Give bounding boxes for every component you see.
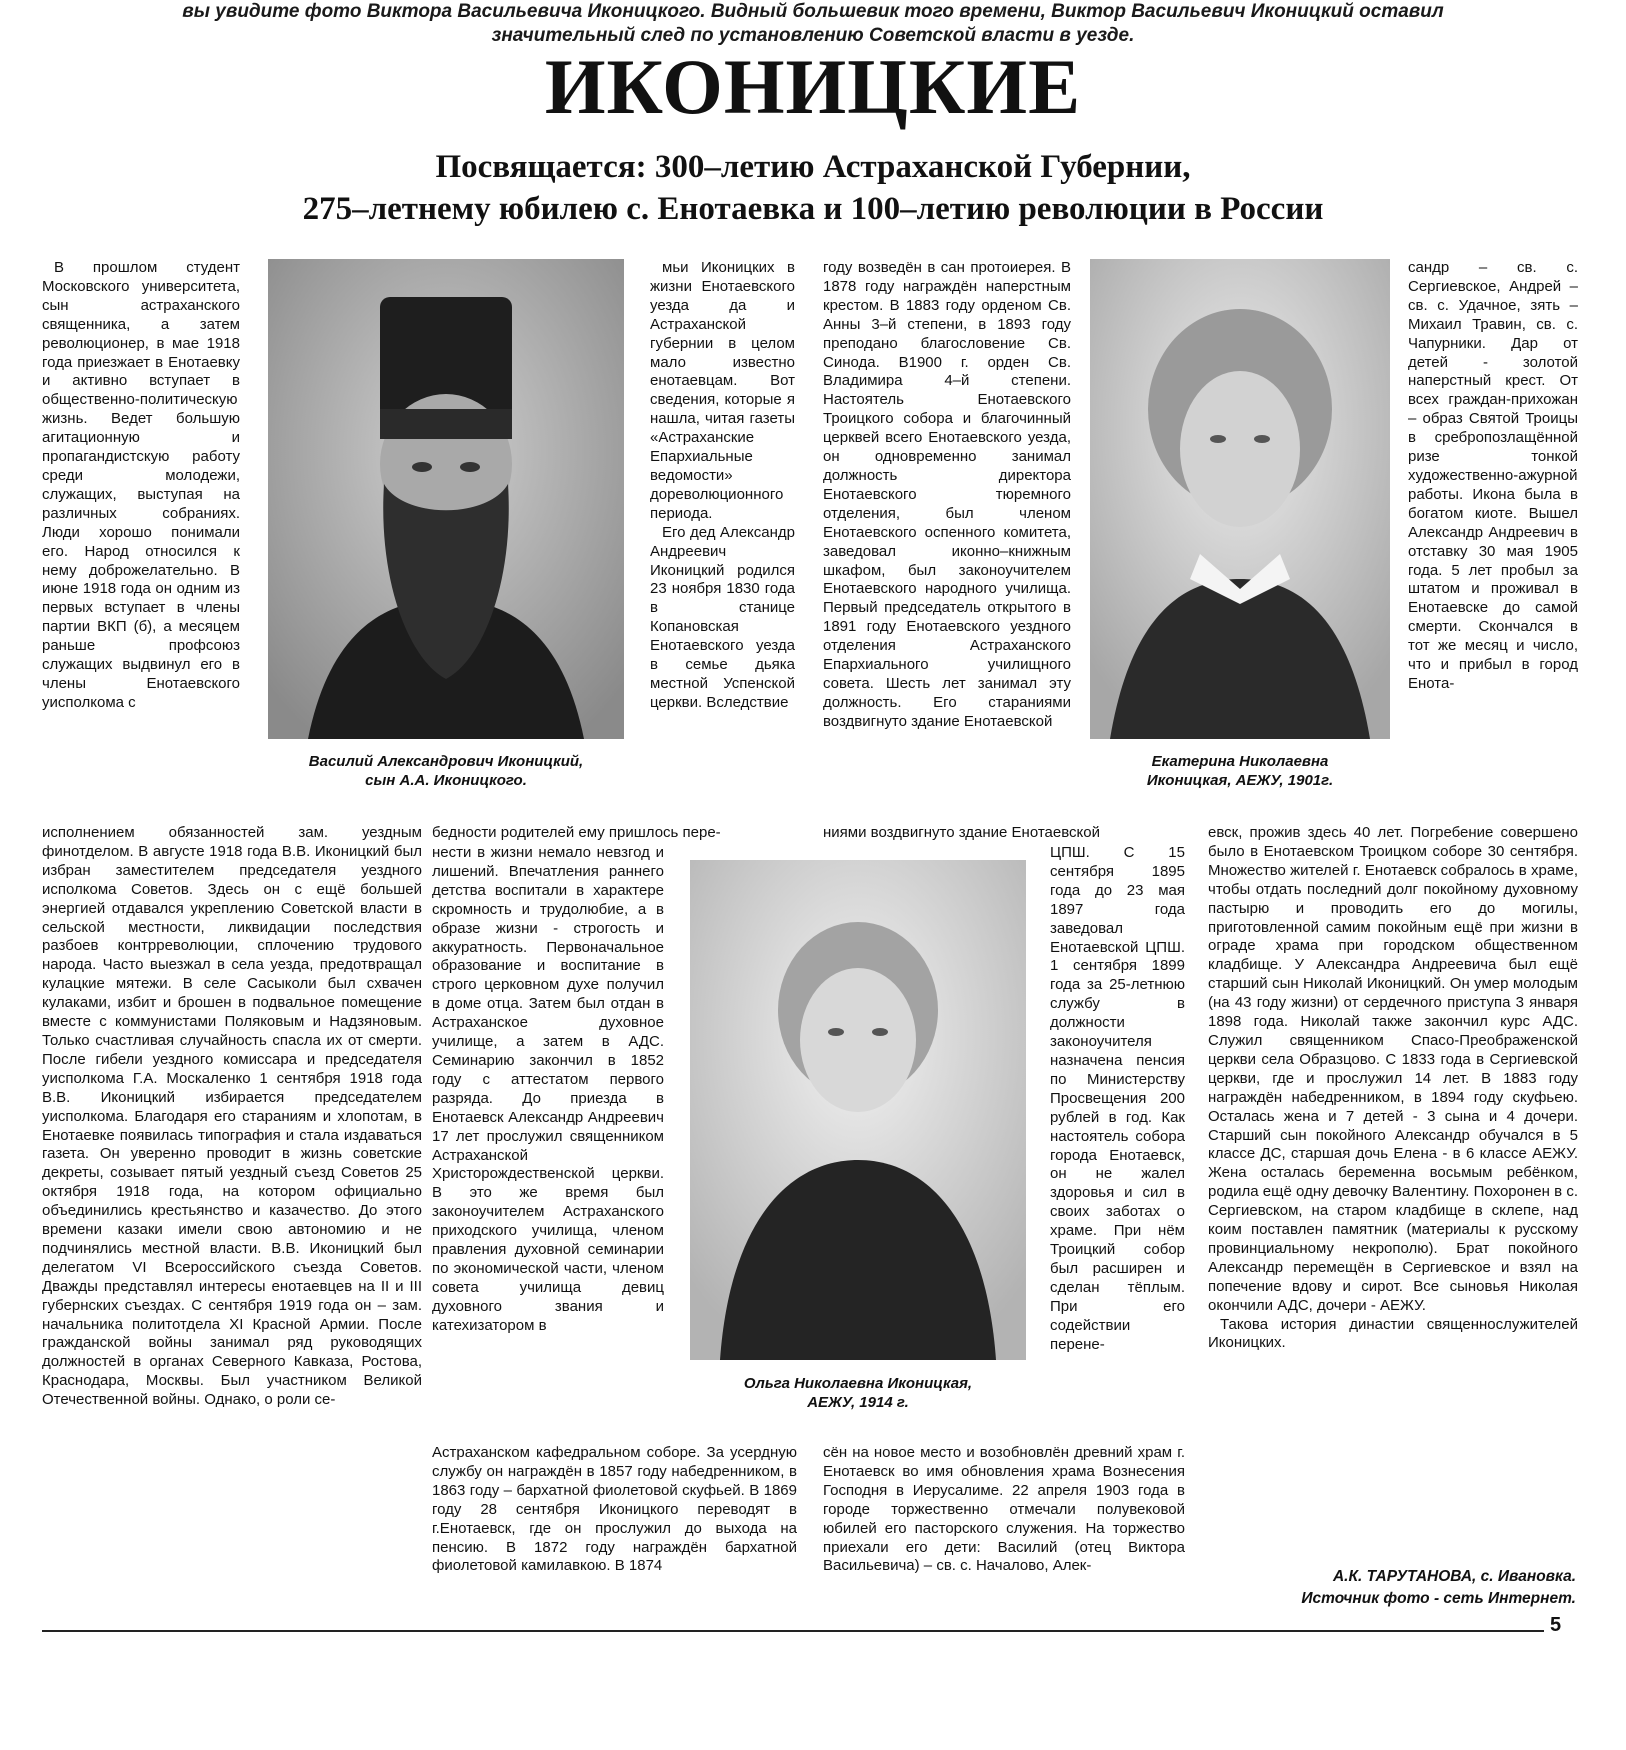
paragraph: нести в жизни немало невзгод и лишений. Впечатления раннего детства воспитали в характере скромность и трудолюбие, а в образе жизни - строгость и аккуратность. Первоначальное образование и воспитание в строго церковном духе получил в доме отца. Затем был отдан в Астраханское духовное училище, а затем в АДС. Семинарию закончил в 1852 году с аттестатом первого разряда. До приезда в Енотаевск Александр Андреевич 17 лет прослужил священником Астраханской Христорождественской церкви. В это же время был законоучителем Астраханского приходского училища, членом правления духовной семинарии по экономической части, членом совета училища девиц духовного звания и катехизатором в	[432, 844, 664, 1334]
paragraph: Такова история династии священнослужителей Иконицких.	[1208, 1315, 1578, 1352]
paragraph: бедности родителей ему пришлось пере-	[432, 824, 721, 841]
paragraph: Астраханском кафедральном соборе. За усердную службу он награждён в 1857 году набедренником, в 1863 году – бархатной фиолетовой скуфьей. В 1869 году 28 сентября Иконицкого переводят в г.Енотаевск, где он прослужил до выхода на пенсию. В 1872 году награждён бархатной фиолетовой камилавкою. В 1874	[432, 1444, 797, 1575]
paragraph: Его дед Александр Андреевич Иконицкий родился 23 ноября 1830 года в станице Копановская Енотаевского уезда в семье дьяка местной Успенской церкви. Вследствие	[650, 523, 795, 711]
text-column-1	[42, 259, 240, 824]
article-title: ИКОНИЦКИЕ	[544, 43, 1082, 130]
photo2-caption-line-1: Екатерина Николаевна	[1151, 753, 1329, 770]
paragraph: ЦПШ. С 15 сентября 1895 года до 23 мая 1897 года заведовал Енотаевской ЦПШ. 1 сентября 1899 года за 25-летнюю службу в должности законоучителя назначена пенсия по Министерству Просвещения 200 рублей в год. Как настоятель собора города Енотаевск, он не жалел здоровья и сил в своих заботах о храме. При нём Троицкий собор был расширен и сделан тёплым. При его содействии перене-	[1050, 844, 1185, 1353]
intro-line-1: вы увидите фото Виктора Васильевича Иконицкого. Видный большевик того времени, Виктор Васильевич Иконицкий оставил	[182, 1, 1444, 22]
author-line: А.К. ТАРУТАНОВА, с. Ивановка.	[1332, 1568, 1576, 1585]
portrait-ekaterina	[1090, 259, 1390, 739]
paragraph: В прошлом студент Московского университета, сын астраханского священника, а затем революционер, в мае 1918 года приезжает в Енотаевку и активно вступает в общественно-политическую жизнь. Ведет большую агитационную и пропагандистскую работу среди молодежи, служащих, выступая на различных собраниях. Люди хорошо понимали его. Народ относился к нему доброжелательно. В июне 1918 года он одним из первых вступает в члены партии ВКП (б), а месяцем раньше профсоюз служащих выдвинул его в члены Енотаевского уисполкома с	[42, 259, 240, 711]
text-column-3	[823, 259, 1071, 824]
paragraph: сандр – св. с. Сергиевское, Андрей – св. с. Удачное, зять – Михаил Травин, св. с. Чапурники. Дар от детей - золотой наперстный крест. От всех граждан-прихожан – образ Святой Троицы в сребропозлащённой ризе тонкой художественно-ажурной работы. Икона была в богатом киоте. Вышел Александр Андреевич в отставку 30 мая 1905 года. 5 лет пробыл за штатом и проживал в Енотаевске до самой смерти. Скончался в тот же месяц и число, что и прибыл в город Енота-	[1408, 259, 1578, 692]
photo-olga-ikonitskaya	[690, 860, 1026, 1360]
text-column-8	[1208, 824, 1578, 1514]
paragraph: году возведён в сан протоиерея. В 1878 году награждён наперстным крестом. В 1883 году орденом Св. Анны 3–й степени, в 1893 году преподано благословение Св. Синода. В1900 г. орден Св. Владимира 4–й степени. Настоятель Енотаевского Троицкого собора и благочинный церквей всего Енотаевского уезда, он одновременно занимал должность директора Енотаевского тюремного отделения, был членом Енотаевского оспенного комитета, заведовал иконно–книжным шкафом, был законоучителем Енотаевского народного училища. Первый председатель открытого в 1891 году Енотаевского уездного отделения Астраханского Епархиального училищного совета. Шесть лет занимал эту должность. Его стараниями воздвигнуто здание Енотаевской	[823, 259, 1071, 730]
article-subtitle	[0, 146, 1626, 230]
photo-source-line: Источник фото - сеть Интернет.	[1301, 1590, 1576, 1607]
photo3-caption	[690, 1374, 1026, 1412]
photo2-caption-line-2: Иконицкая, АЕЖУ, 1901г.	[1146, 772, 1334, 789]
footer-rule	[42, 1630, 1544, 1632]
portrait-olga	[690, 860, 1026, 1360]
text-column-2	[650, 259, 795, 824]
text-column-7	[1050, 844, 1185, 1440]
paragraph: исполнением обязанностей зам. уездным финотделом. В августе 1918 года В.В. Иконицкий был избран заместителем председателя уездного исполкома Советов. Здесь он с ещё большей энергией отдавался укреплению Советской власти в сельской местности, ликвидации последствия разбоев контрреволюции, сплочению трудового народа. Часто выезжал в села уезда, предотвращал кулацкие мятежи. В селе Сасыколи был схвачен кулаками, избит и брошен в подвальное помещение вместе с коммунистами Поляковым и Надзяновым. Только счастливая случайность спасла их от смерти. После гибели уездного комиссара и председателя уисполкома Г.А. Москаленко 1 сентября 1918 года В.В. Иконицкий избирается председателем уисполкома. Благодаря его стараниям и хлопотам, в Енотаевке появилась типография и стала издаваться газета. Он уверенно проводит в жизнь советские декреты, созывает пятый уездный съезд Советов 25 октября 1918 года, на котором официально объединились крестьянство и казачество. До этого времени казаки имели свою автономию и не подчинялись местной власти. В.В. Иконицкий был делегатом VI Всероссийского съезда Советов. Дважды представлял интересы енотаевцев на II и III губернских съездах. С сентября 1919 года он – зам. начальника политотдела XI Красной Армии. После гражданской войны занимал ряд руководящих должностей в органах Северного Кавказа, Ростова, Краснодара, Москвы. Был участником Великой Отечественной войны. Однако, о роли се-	[42, 824, 422, 1409]
photo2-caption	[1090, 752, 1390, 790]
photo3-caption-line-1: Ольга Николаевна Иконицкая,	[743, 1375, 973, 1392]
intro-line-2: значительный след по установлению Советской власти в уезде.	[491, 25, 1135, 46]
subtitle-line-2: 275–летнему юбилею с. Енотаевка и 100–летию революции в России	[302, 191, 1324, 227]
subtitle-line-1: Посвящается: 300–летию Астраханской Губернии,	[435, 149, 1191, 185]
paragraph: евск, прожив здесь 40 лет. Погребение совершено было в Енотаевском Троицком соборе 30 сентября. Множество жителей г. Енотаевск собралось в храме, чтобы отдать последний долг покойному духовному пастырю и проводить его до могилы, приготовленной самим покойным ещё при жизни в ограде храма при городском общественном кладбище. У Александра Андреевича был ещё старший сын Николай Иконицкий. Он умер молодым (на 43 году жизни) от сердечного приступа 3 января 1898 года. Николай также закончил курс АДС. Служил священником Спасо-Преображенской церкви села Образцово. С 1833 года в Сергиевской церкви, где и прослужил 14 лет. В 1883 году награждён набедренником, в 1894 году скуфьею. Осталась жена и 7 детей - 3 сына и 4 дочери. Старший сын покойного Александр обучался в 5 классе ДС, старшая дочь Елена - в 6 классе АЕЖУ. Жена осталась беременна восьмым ребёнком, родила ещё одну девочку Валентину. Похоронен в с. Сергиевском, на старом кладбище в склепе, над коим поставлен памятник (материалы к русскому провинциальному некрополю). Брат покойного Александр перемещён в Сергиевское и взял на попечение вдову и сирот. Все сыновья Николая окончили АДС, дочери - АЕЖУ.	[1208, 824, 1578, 1314]
paragraph: мьи Иконицких в жизни Енотаевского уезда да и Астраханской губернии в целом мало известно енотаевцам. Вот сведения, которые я нашла, читая газеты «Астраханские Епархиальные ведомости» дореволюционного периода.	[650, 259, 795, 522]
paragraph: сён на новое место и возобновлён древний храм г. Енотаевск во имя обновления храма Вознесения Господня в Иерусалиме. 22 апреля 1903 года в городе торжественно отмечали полувековой юбилей его пасторского служения. На торжество приехали его дети: Василий (отец Виктора Васильевича) – св. с. Началово, Алек-	[823, 1444, 1185, 1575]
portrait-priest	[268, 259, 624, 739]
text-column-7-tail	[823, 1444, 1185, 1614]
photo1-caption	[268, 752, 624, 790]
page-number: 5	[1550, 1614, 1562, 1636]
author-signature	[1301, 1566, 1576, 1610]
text-column-6	[432, 844, 664, 1440]
photo3-caption-line-2: АЕЖУ, 1914 г.	[807, 1394, 909, 1411]
paragraph: ниями воздвигнуто здание Енотаевской	[823, 824, 1100, 841]
photo-ekaterina-ikonitskaya	[1090, 259, 1390, 739]
text-column-6-tail	[432, 1444, 797, 1614]
photo-vasily-ikonitsky	[268, 259, 624, 739]
text-column-4	[1408, 259, 1578, 824]
text-column-6-lead	[432, 824, 797, 844]
text-column-7-lead	[823, 824, 1185, 844]
intro-text	[60, 0, 1566, 48]
text-column-5	[42, 824, 422, 1614]
photo1-caption-line-2: сын А.А. Иконицкого.	[365, 772, 527, 789]
photo1-caption-line-1: Василий Александрович Иконицкий,	[308, 753, 584, 770]
